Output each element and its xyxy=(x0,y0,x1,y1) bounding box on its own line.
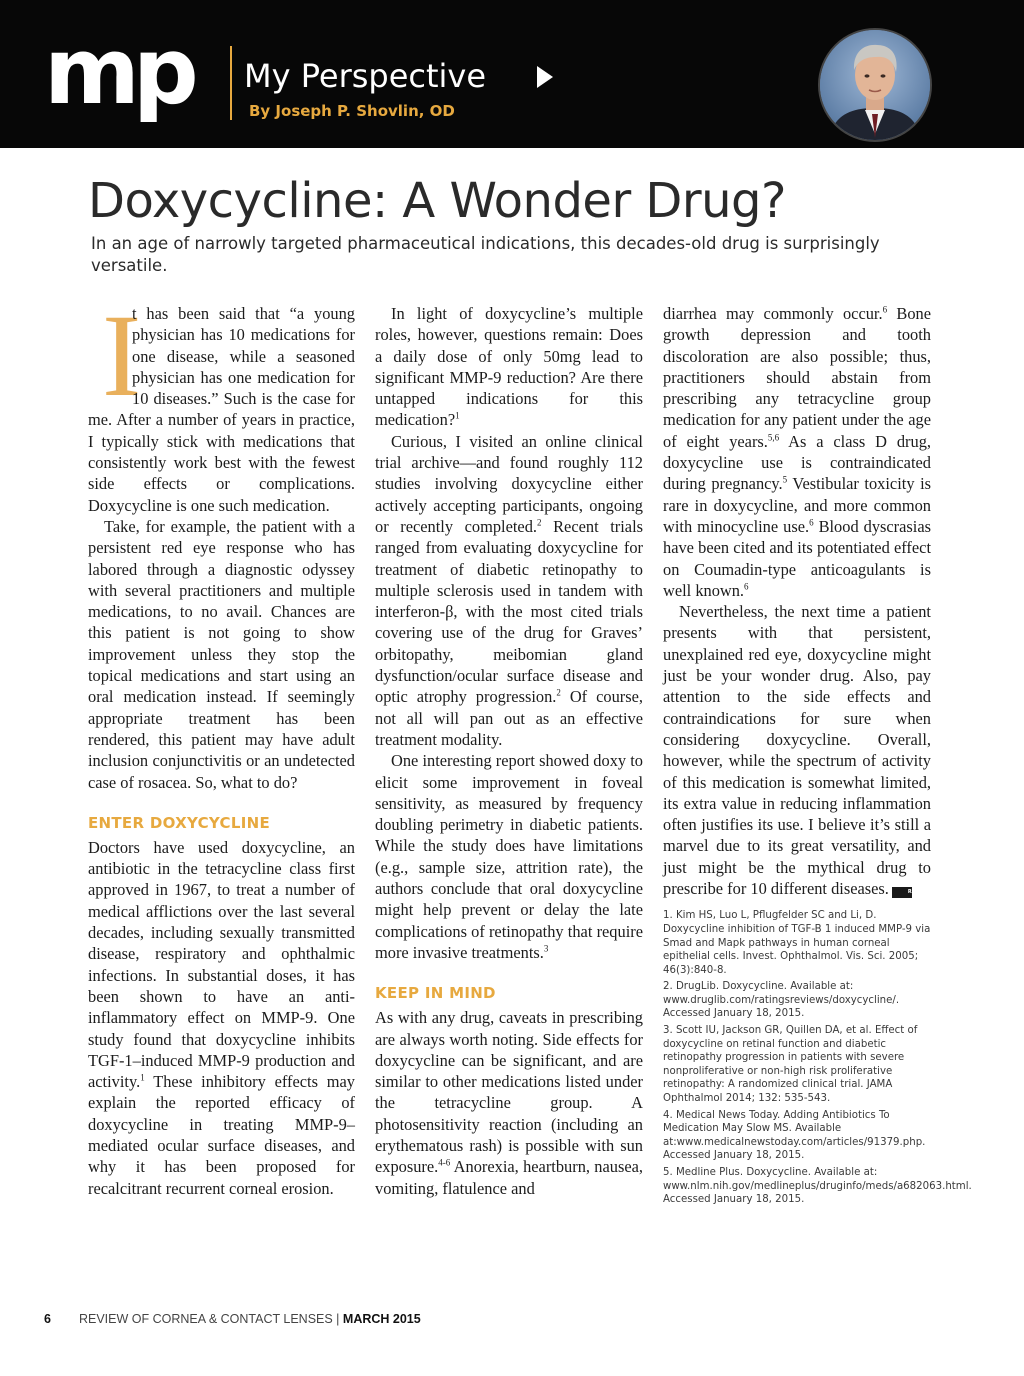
byline: By Joseph P. Shovlin, OD xyxy=(249,102,455,120)
column-3 xyxy=(663,303,972,1210)
reference-item: 3. Scott IU, Jackson GR, Quillen DA, et al. Effect of doxycycline on retinal function and diabetic retinopathy progression in patients with severe nonproliferative or non-high risk proliferative retinopathy: A randomized clinical trial. JAMA Ophthalmol 2014; 132: 535-543. xyxy=(663,1025,918,1105)
masthead xyxy=(0,0,1024,148)
page-footer xyxy=(44,1310,421,1328)
author-avatar xyxy=(818,28,932,142)
reference-item: 2. DrugLib. Doxycycline. Available at: www.druglib.com/ratingsreviews/doxycycline/. Accessed January 18, 2015. xyxy=(663,981,900,1020)
paragraph: One interesting report showed doxy to elicit some improvement in foveal sensitivity, as measured by frequency doubling perimetry in diabetic patients. While the study does have limitations (e.g., sample size, attrition rate), the authors conclude that oral doxycycline might help prevent or delay the late complications of retinopathy that require more invasive treatments.$^3$ xyxy=(375,751,643,962)
page-number: 6 xyxy=(44,1312,51,1326)
paragraph: Curious, I visited an online clinical trial archive—and found roughly 112 studies involving doxycycline either actively accepting participants, ongoing or recently completed.$^2$ Recent trials ranged from evaluating doxycycline for treatment of diabetic retinopathy to multiple sclerosis used in tandem with interferon-β, with the most cited trials covering use of the drug for Graves’ orbitopathy, meibomian gland dysfunction/ocular surface disease and optic atrophy progression.$^2$ Of course, not all will pan out as an effective treatment modality. xyxy=(375,431,643,749)
column-1 xyxy=(88,290,355,1199)
publication-name: REVIEW OF CORNEA & CONTACT LENSES | xyxy=(78,1312,343,1326)
subhead-enter-doxycycline: ENTER DOXYCYCLINE xyxy=(88,813,270,832)
play-triangle-icon xyxy=(537,66,553,88)
paragraph: diarrhea may commonly occur.$^6$ Bone growth depression and tooth discoloration are also possible; thus, practitioners should abstain from prescribing any tetracycline group medication for any patient under the age of eight years.$^{5,6}$ As a class D drug, doxycycline use is contraindicated during pregnancy.$^5$ Vestibular toxicity is rare in doxycycline, and more common with minocycline use.$^6$ Blood dyscrasias have been cited and its potentiated effect on Coumadin-type anticoagulants is well known.$^6$ xyxy=(663,304,932,600)
reference-item: 4. Medical News Today. Adding Antibiotics To Medication May Slow MS. Available at:www.medicalnewstoday.com/articles/91379.php. Accessed January 18, 2015. xyxy=(663,1109,926,1162)
paragraph: As with any drug, caveats in prescribing are always worth noting. Side effects for doxycycline can be significant, and are similar to other medications listed under the tetracycline group. A photosensitivity reaction (including an erythematous rash) is possible with sun exposure.$^{4-6}$ Anorexia, heartburn, nausea, vomiting, flatulence and xyxy=(375,1008,643,1198)
references xyxy=(663,909,972,1206)
author-portrait-icon xyxy=(820,30,930,140)
header-divider xyxy=(230,46,232,120)
paragraph: In light of doxycycline’s multiple roles, however, questions remain: Does a daily dose of only 50mg lead to significant MMP-9 reduction? Are there untapped indications for this medication?$^1$ xyxy=(375,304,643,430)
reference-item: 5. Medline Plus. Doxycycline. Available at: www.nlm.nih.gov/medlineplus/druginfo/meds/a682063.html. Accessed January 18, 2015. xyxy=(663,1167,972,1206)
paragraph: Nevertheless, the next time a patient presents with that persistent, unexplained red eye, doxycycline might just be your wonder drug. Also, pay attention to the side effects and contraindications for sure when considering doxycycline. Overall, however, while the spectrum of activity of this medication is somewhat limited, its extra value in reducing inflammation often justifies its use. I believe it’s still a marvel due to its great versatility, and just might be the mythical drug to prescribe for 10 different diseases. RCCL xyxy=(663,602,931,899)
reference-item: 1. Kim HS, Luo L, Pflugfelder SC and Li, D. Doxycycline inhibition of TGF-B 1 induced MMP-9 via Smad and Mapk pathways in human corneal epithelial cells. Invest. Ophthalmol. Vis. Sci. 2005; 46(3):840-8. xyxy=(663,910,931,976)
paragraph: Doctors have used doxycycline, an antibiotic in the tetracycline class first approved in 1967, to treat a number of medical afflictions over the last several decades, including sexually transmitted disease, respiratory and ophthalmic infections. In substantial doses, it has been shown to have an anti-inflammatory effect on MMP-9. One study found that doxycycline inhibits TGF-1–induced MMP-9 production and activity.$^1$ These inhibitory effects may explain the reported efficacy of doxycycline in treating MMP-9–mediated ocular surface diseases, and why it has been proposed for recalcitrant recurrent corneal erosion. xyxy=(88,837,355,1198)
subhead-keep-in-mind: KEEP IN MIND xyxy=(375,984,496,1003)
paragraph: t has been said that “a young physician has 10 medications for one disease, while a seasoned physician has one medication for 10 diseases.” Such is the case for me. After a number of years in practice, I typically stick with medications that consistently work best with the fewest side effects or complications. Doxycycline is one such medication. xyxy=(88,304,355,515)
drop-cap: I xyxy=(102,290,142,421)
paragraph: Take, for example, the patient with a persistent red eye response who has labored through a diagnostic odyssey with several practitioners and multiple medications, to no avail. Chances are this patient is not going to show improvement unless they stop the topical medications and start using an oral medication instead. If seemingly appropriate treatment has been rendered, this patient may have adult inclusion conjunctivitis or an undetected case of rosacea. So, what to do? xyxy=(88,516,355,792)
issue-date: MARCH 2015 xyxy=(342,1312,421,1326)
end-mark-icon: RCCL xyxy=(892,887,912,898)
section-title: My Perspective xyxy=(244,57,487,95)
column-2 xyxy=(375,303,643,1199)
article-title: Doxycycline: A Wonder Drug? xyxy=(88,173,786,229)
article-dek: In an age of narrowly targeted pharmaceutical indications, this decades-old drug is surprisingly versatile. xyxy=(91,234,880,275)
mp-logo: mp xyxy=(44,18,192,125)
